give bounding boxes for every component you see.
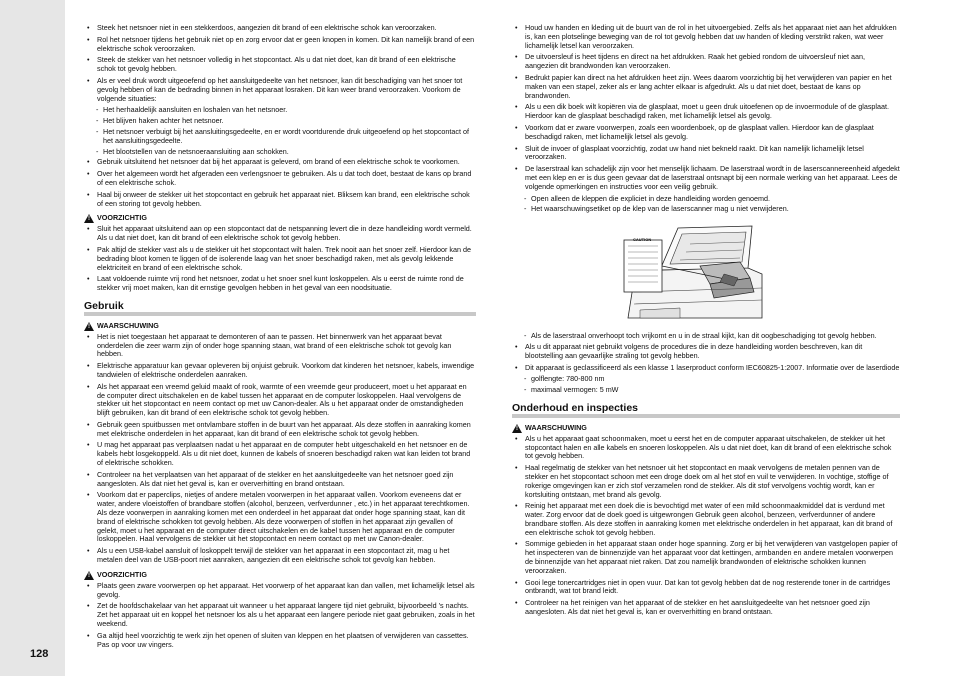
list-item: - Het herhaaldelijk aansluiten en loshalen van het netsnoer.: [84, 106, 476, 115]
page-number: 128: [30, 648, 49, 660]
caution-heading: [84, 214, 476, 223]
list-item: • Sluit het apparaat uitsluitend aan op een stopcontact dat de netspanning levert die in deze handleiding wordt vermeld. Als u dat niet doet, kan dit brand of een elektrische schok tot gevolg hebben.: [84, 225, 476, 243]
list-item: • De laserstraal kan schadelijk zijn voor het menselijk lichaam. De laserstraal wordt in de laserscannereenheid afgedekt met een klep en er is dus geen gevaar dat de laserstraal ontsnapt bij een normale werking van het apparaat. Lees de volgende opmerkingen en instructies voor een veilig gebruik.: [512, 165, 900, 191]
list-item: • Houd uw handen en kleding uit de buurt van de rol in het uitvoergebied. Zelfs als het apparaat niet aan het afdrukken is, kan een plotselinge beweging van de rol tot gevolg hebben dat uw handen of kleding verstrikt raken, wat weer lichamelijk letsel kan veroorzaken.: [512, 24, 900, 50]
list-item: • Sluit de invoer of glasplaat voorzichtig, zodat uw hand niet bekneld raakt. Dit kan namelijk lichamelijk letsel veroorzaken.: [512, 145, 900, 163]
left-column: [84, 24, 476, 652]
laser-warning-label-callout: [624, 240, 662, 292]
section-title-gebruik: Gebruik: [84, 302, 476, 316]
list-item: - golflengte: 780-800 nm: [512, 375, 900, 384]
list-item: - Het blijven haken achter het netsnoer.: [84, 117, 476, 126]
list-item: - Als de laserstraal onverhoopt toch vrijkomt en u in de straal kijkt, kan dit oogbeschadiging tot gevolg hebben.: [512, 332, 900, 341]
list-item: • De uitvoersleuf is heet tijdens en direct na het afdrukken. Raak het gebied rondom de uitvoersleuf niet aan, aangezien dit brandwonden kan veroorzaken.: [512, 53, 900, 71]
list-item: • Sommige gebieden in het apparaat staan onder hoge spanning. Zorg er bij het verwijderen van vastgelopen papier of het inspecteren van de binnenzijde van het apparaat voor dat kettingen, armbanden en andere metalen voorwerpen de binnenzijde van het apparaat niet raken. Dat zou namelijk brandwonden of elektrische schokken kunnen veroorzaken.: [512, 540, 900, 575]
list-item: • Als u dit apparaat niet gebruikt volgens de procedures die in deze handleiding worden beschreven, kan dit blootstelling aan gevaarlijke straling tot gevolg hebben.: [512, 343, 900, 361]
warning-label: WAARSCHUWING: [525, 422, 587, 432]
warning-triangle-icon: !: [84, 571, 94, 580]
situations-list: [84, 106, 476, 156]
list-item: • Pak altijd de stekker vast als u de stekker uit het stopcontact wilt halen. Trek nooit aan het snoer zelf. Hierdoor kan de bedrading bloot komen te liggen of de isolerende laag van het snoer beschadigd raken, met als gevolg lekkende elektriciteit en brand of een elektrische schok.: [84, 246, 476, 272]
list-item: • Voorkom dat er paperclips, nietjes of andere metalen voorwerpen in het apparaat vallen. Voorkom eveneens dat er water, andere vloeistoffen of brandbare stoffen (alcohol, benzeen, verfverdunner , etc.) in het apparaat terechtkomen. Als deze voorwerpen in aanraking komen met een onderdeel in het apparaat dat onder hoge spanning staat, kan dit brand of elektrische schokken tot gevolg hebben. Als deze voorwerpen of stoffen in het apparaat zijn gevallen of gelekt, moet u het apparaat en de computer direct uitschakelen en de kabel tussen het apparaat en de computer loskoppelen. Haal vervolgens de stekker uit het stopcontact en neem contact op met uw Canon-dealer.: [84, 491, 476, 544]
warning-heading: [84, 322, 476, 331]
list-item: • Laat voldoende ruimte vrij rond het netsnoer, zodat u het snoer snel kunt loskoppelen. Als u eerst de ruimte rond de stekker vrij moet maken, kan dit ernstige gevolgen hebben in het geval van een noodsituatie.: [84, 275, 476, 293]
list-item: - Open alleen de kleppen die expliciet in deze handleiding worden genoemd.: [512, 195, 900, 204]
list-item: • Als u het apparaat gaat schoonmaken, moet u eerst het en de computer apparaat uitschakelen, de stekker uit het stopcontact halen en alle kabels en snoeren loskoppelen. Als u dat niet doet, kan dit brand of een elektrische schok tot gevolg hebben.: [512, 435, 900, 461]
warning-list: [84, 333, 476, 565]
figure-label-title: CAUTION: [633, 237, 652, 243]
laser-class-list: [512, 343, 900, 372]
list-item: - Het netsnoer verbuigt bij het aansluitingsgedeelte, en er wordt voortdurende druk uitgeoefend op het stopcontact of het aansluitingsgedeelte.: [84, 128, 476, 146]
laser-scanner-figure: [620, 222, 770, 324]
warning-heading: [512, 424, 900, 433]
list-item: • Gebruik uitsluitend het netsnoer dat bij het apparaat is geleverd, om brand of een elektrische schok te voorkomen.: [84, 158, 476, 167]
maintenance-warning-list: [512, 435, 900, 617]
page-sidebar: [0, 0, 65, 676]
list-item: • Reinig het apparaat met een doek die is bevochtigd met water of een mild schoonmaakmiddel dat is verdund met water. Zorg ervoor dat de doek goed is uitgewrongen Gebruik geen alcohol, benzeen, verfverdunner of andere brandbare stoffen. Als deze stoffen in aanraking komen met elektrische onderdelen in het apparaat, kan dit brand of een elektrische schok tot gevolg hebben.: [512, 502, 900, 537]
list-item: • Elektrische apparatuur kan gevaar opleveren bij onjuist gebruik. Voorkom dat kinderen het netsnoer, kabels, inwendige tandwielen of elektrische onderdelen aanraken.: [84, 362, 476, 380]
caution-label: VOORZICHTIG: [97, 213, 147, 223]
list-item: • Als het apparaat een vreemd geluid maakt of rook, warmte of een vreemde geur produceert, moet u het apparaat en de computer direct uitschakelen en de kabel tussen het apparaat en de computer loskoppelen. Haal vervolgens de stekker uit het stopcontact en neem contact op met uw Canon-dealer. Als u het apparaat onder de omstandigheden blijft gebruiken, kan dit brand of een elektrische schok tot gevolg hebben.: [84, 383, 476, 418]
caution-heading-2: [84, 571, 476, 580]
list-item: • Over het algemeen wordt het afgeraden een verlengsnoer te gebruiken. Als u dat toch doet, bestaat de kans op brand of een elektrische schok.: [84, 170, 476, 188]
list-item: • Controleer na het verplaatsen van het apparaat of de stekker en het aansluitgedeelte van het netsnoer goed zijn aangesloten. Als dat niet het geval is, kan er oververhitting en brand ontstaan.: [84, 471, 476, 489]
list-item: • Controleer na het reinigen van het apparaat of de stekker en het aansluitgedeelte van het netsnoer goed zijn aangesloten. Als dat niet het geval is, kan er oververhitting en brand ontstaan.: [512, 599, 900, 617]
list-item: • Steek het netsnoer niet in een stekkerdoos, aangezien dit brand of een elektrische schok kan veroorzaken.: [84, 24, 476, 33]
list-item: • Gebruik geen spuitbussen met ontvlambare stoffen in de buurt van het apparaat. Als deze stoffen in aanraking komen met elektrische onderdelen in het apparaat, kan dit brand of een elektrische schok tot gevolg hebben.: [84, 421, 476, 439]
usage-list: [512, 24, 900, 192]
list-item: • Gooi lege tonercartridges niet in open vuur. Dat kan tot gevolg hebben dat de nog resterende toner in de cartridges ontbrandt, wat tot brand leidt.: [512, 579, 900, 597]
list-item: • Voorkom dat er zware voorwerpen, zoals een woordenboek, op de glasplaat vallen. Hierdoor kan de glasplaat beschadigd raken, met lichamelijk letsel als gevolg.: [512, 124, 900, 142]
list-item: - Het waarschuwingsetiket op de klep van de laserscanner mag u niet verwijderen.: [512, 205, 900, 214]
list-item: • Bedrukt papier kan direct na het afdrukken heet zijn. Wees daarom voorzichtig bij het verwijderen van papier en het maken van een stapel, zeker als er lang achter elkaar is afgedrukt. Als u dat niet doet, bestaat de kans op brandwonden.: [512, 74, 900, 100]
list-item: • Plaats geen zware voorwerpen op het apparaat. Het voorwerp of het apparaat kan dan vallen, met lichamelijk letsel als gevolg.: [84, 582, 476, 600]
warning-triangle-icon: !: [512, 424, 522, 433]
laser-eye-note: [512, 332, 900, 341]
warning-triangle-icon: !: [84, 214, 94, 223]
section-title-onderhoud: Onderhoud en inspecties: [512, 404, 900, 418]
caution-list-2: [84, 582, 476, 650]
list-item: • Het is niet toegestaan het apparaat te demonteren of aan te passen. Het binnenwerk van het apparaat bevat onderdelen die zeer warm zijn of onder hoge spanning staan, wat brand of een elektrische schok tot gevolg kan hebben.: [84, 333, 476, 359]
list-item: - Het blootstellen van de netsnoeraansluiting aan schokken.: [84, 148, 476, 157]
list-item: • Rol het netsnoer tijdens het gebruik niet op en zorg ervoor dat er geen knopen in komen. Dit kan namelijk brand of een elektrische schok veroorzaken.: [84, 36, 476, 54]
list-item: • Als u een USB-kabel aansluit of loskoppelt terwijl de stekker van het apparaat in een stopcontact zit, mag u het metalen deel van de USB-poort niet aanraken, aangezien dit een elektrische schok tot gevolg kan hebben.: [84, 547, 476, 565]
list-item: • Haal bij onweer de stekker uit het stopcontact en gebruik het apparaat niet. Bliksem kan brand, een elektrische schok of een storing tot gevolg hebben.: [84, 191, 476, 209]
caution-label: VOORZICHTIG: [97, 569, 147, 579]
list-item: • Zet de hoofdschakelaar van het apparaat uit wanneer u het apparaat langere tijd niet gebruikt, bijvoorbeeld 's nachts. Zet het apparaat uit en koppel het netsnoer los als u het apparaat een langere periode niet gaat gebruiken, zoals in het weekend.: [84, 602, 476, 628]
intro-list: [84, 24, 476, 103]
right-column: [512, 24, 900, 620]
list-item: • Ga altijd heel voorzichtig te werk zijn het openen of sluiten van kleppen en het plaatsen of verwijderen van cassettes. Pas op voor uw vingers.: [84, 632, 476, 650]
warning-triangle-icon: !: [84, 322, 94, 331]
laser-notes-list: [512, 195, 900, 215]
laser-diode-specs: [512, 375, 900, 395]
caution-list: [84, 225, 476, 293]
list-item: • Als u een dik boek wilt kopiëren via de glasplaat, moet u geen druk uitoefenen op de invoermodule of de glasplaat. Hierdoor kan de glasplaat beschadigd raken, met lichamelijk letsel als gevolg.: [512, 103, 900, 121]
warning-label: WAARSCHUWING: [97, 320, 159, 330]
list-item: - maximaal vermogen: 5 mW: [512, 386, 900, 395]
intro-list-2: [84, 158, 476, 208]
list-item: • U mag het apparaat pas verplaatsen nadat u het apparaat en de computer hebt uitgeschakeld en het netsnoer en de kabels hebt losgekoppeld. Als u dit niet doet, kunnen de kabels of snoeren beschadigd raken wat kan leiden tot brand of elektrische schokken.: [84, 441, 476, 467]
list-item: • Haal regelmatig de stekker van het netsnoer uit het stopcontact en maak vervolgens de metalen pennen van de stekker en het stopcontact schoon met een droge doek om al het stof en vuil te verwijderen. In vochtige, stoffige of rokerige omgevingen kan er zich stof verzamelen rond de stekker. Als dit stof vervolgens vochtig wordt, kan er kortsluiting ontstaan, met brand als gevolg.: [512, 464, 900, 499]
list-item: • Dit apparaat is geclassificeerd als een klasse 1 laserproduct conform IEC60825-1:2007. Informatie over de laserdiode: [512, 364, 900, 373]
list-item: • Steek de stekker van het netsnoer volledig in het stopcontact. Als u dat niet doet, kan dit brand of een elektrische schok tot gevolg hebben.: [84, 56, 476, 74]
list-item: • Als er veel druk wordt uitgeoefend op het aansluitgedeelte van het netsnoer, kan dit beschadiging van het snoer tot gevolg hebben of kan de bedrading binnen in het apparaat losraken. Dit kan weer brand veroorzaken. Voorkom de volgende situaties:: [84, 77, 476, 103]
